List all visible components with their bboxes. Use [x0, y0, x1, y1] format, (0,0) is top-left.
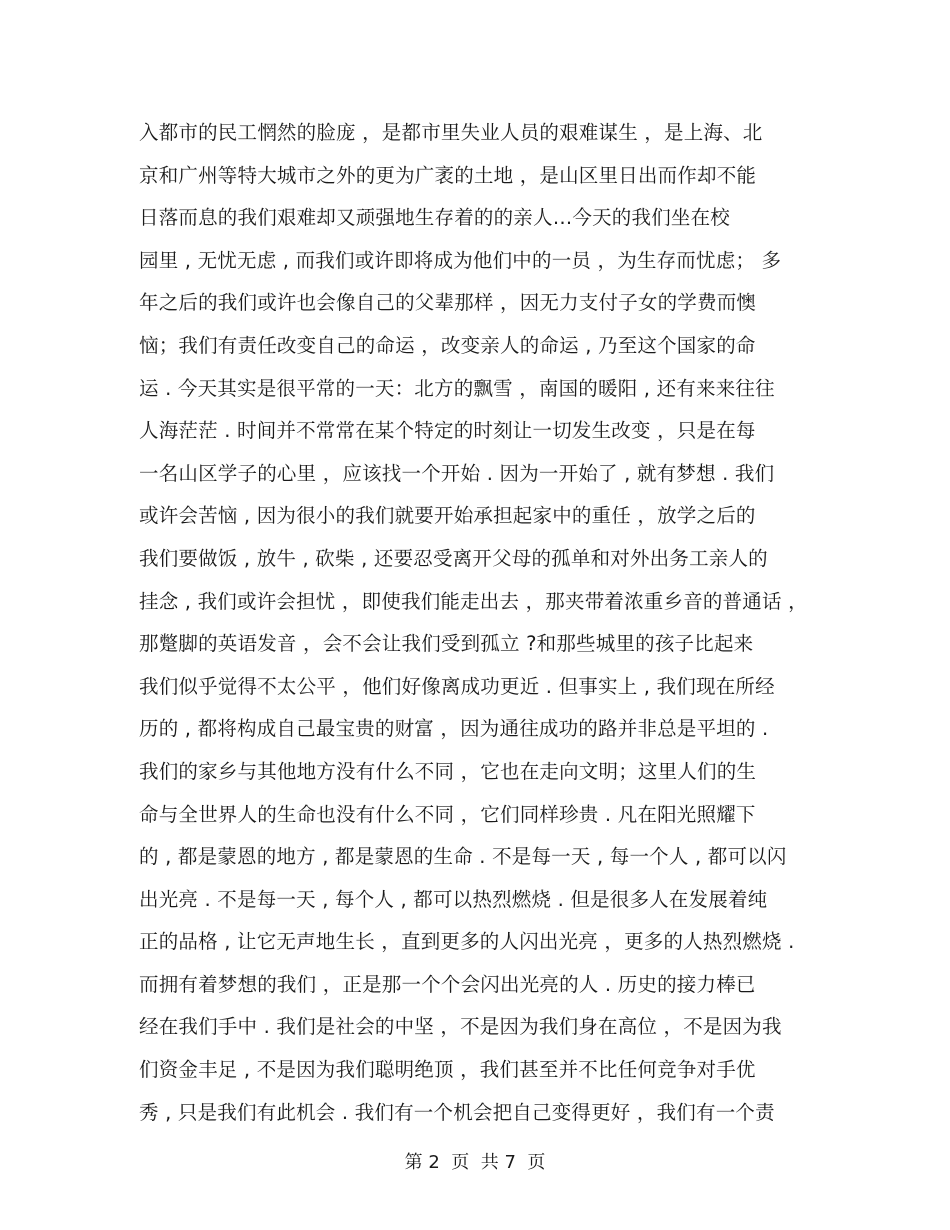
text-line: 我们似乎觉得不太公平 ，他们好像离成功更近 . 但事实上 , 我们现在所经	[139, 674, 775, 698]
text-line: 京和广州等特大城市之外的更为广袤的土地 ，是山区里日出而作却不能	[139, 163, 757, 187]
text-line: 命与全世界人的生命也没有什么不同 ，它们同样珍贵 . 凡在阳光照耀下	[139, 802, 756, 826]
page-number-footer: 第 2 页 共 7 页	[404, 1152, 546, 1173]
text-line: 的 , 都是蒙恩的地方 , 都是蒙恩的生命 . 不是每一天 , 每一个人 , 都可以闪	[139, 845, 787, 869]
text-line: 人海茫茫 . 时间并不常常在某个特定的时刻让一切发生改变 ，只是在每	[139, 419, 756, 443]
text-line: 而拥有着梦想的我们 ，正是那一个个会闪出光亮的人 . 历史的接力棒已	[139, 972, 756, 996]
text-line: 经在我们手中 . 我们是社会的中坚 ，不是因为我们身在高位 ，不是因为我	[139, 1015, 782, 1039]
text-line: 园里 , 无忧无虑 , 而我们或许即将成为他们中的一员 ，为生存而忧虑； 多	[139, 248, 782, 272]
text-line: 我们的家乡与其他地方没有什么不同 ，它也在走向文明；这里人们的生	[139, 759, 757, 783]
text-line: 我们要做饭 , 放牛 , 砍柴 , 还要忍受离开父母的孤单和对外出务工亲人的	[139, 546, 768, 570]
text-line: 一名山区学子的心里 ，应该找一个开始 . 因为一开始了 , 就有梦想 . 我们	[139, 461, 775, 485]
text-line: 恼；我们有责任改变自己的命运 ，改变亲人的命运 , 乃至这个国家的命	[139, 333, 756, 357]
text-line: 日落而息的我们艰难却又顽强地生存着的的亲人…今天的我们坐在校	[139, 206, 731, 230]
text-line: 年之后的我们或许也会像自己的父辈那样 ，因无力支付子女的学费而懊	[139, 291, 757, 315]
text-line: 挂念 , 我们或许会担忧 ，即使我们能走出去 ，那夹带着浓重乡音的普通话 ，	[139, 589, 808, 613]
text-line: 正的品格 , 让它无声地生长 ，直到更多的人闪出光亮 ，更多的人热烈燃烧 .	[139, 930, 795, 954]
text-line: 那蹩脚的英语发音 ，会不会让我们受到孤立 ?和那些城里的孩子比起来	[139, 632, 754, 656]
text-line: 们资金丰足 , 不是因为我们聪明绝顶 ，我们甚至并不比任何竞争对手优	[139, 1058, 756, 1082]
text-line: 或许会苦恼 , 因为很小的我们就要开始承担起家中的重任 ，放学之后的	[139, 504, 756, 528]
text-line: 出光亮 . 不是每一天 , 每个人 , 都可以热烈燃烧 . 但是很多人在发展着纯	[139, 887, 768, 911]
body-text	[139, 112, 829, 1134]
text-line: 入都市的民工惘然的脸庞 ，是都市里失业人员的艰难谋生 ，是上海、北	[139, 121, 763, 144]
text-line: 运 . 今天其实是很平常的一天：北方的飘雪 ，南国的暖阳 , 还有来来往往	[139, 376, 775, 400]
text-line: 历的 , 都将构成自己最宝贵的财富 ，因为通往成功的路并非总是平坦的 .	[139, 717, 769, 741]
text-line: 秀 , 只是我们有此机会 . 我们有一个机会把自己变得更好 ，我们有一个责	[139, 1100, 775, 1124]
